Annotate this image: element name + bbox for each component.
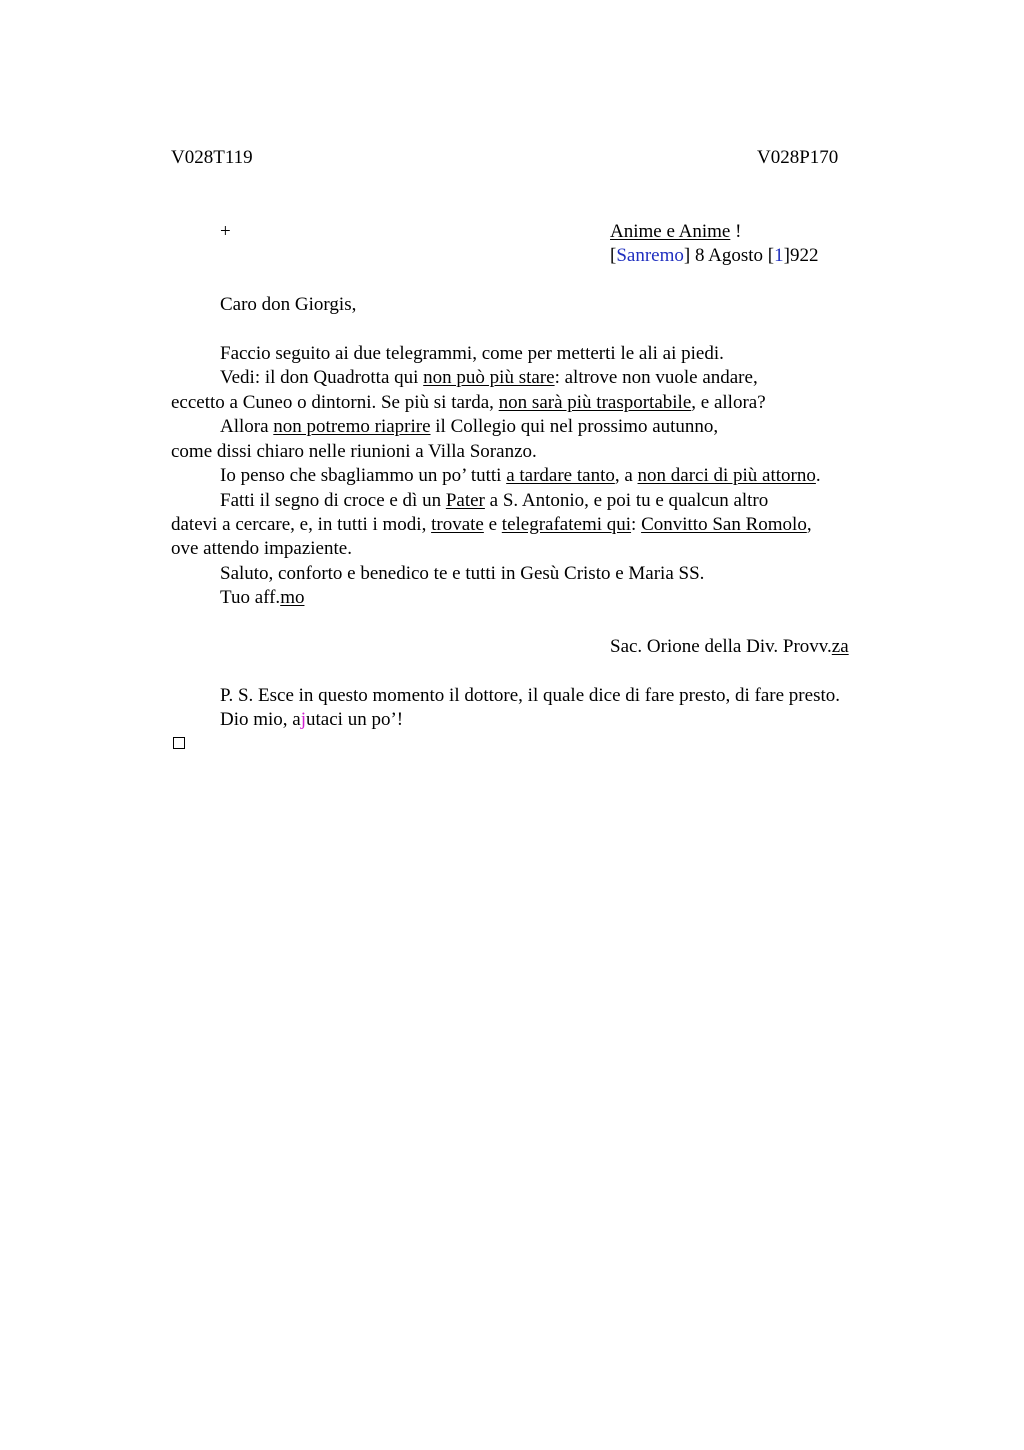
- document-code-left: V028T119: [171, 147, 253, 168]
- underlined-run: non potremo riaprire: [273, 416, 431, 437]
- cross-mark: +: [220, 221, 231, 242]
- text-run: Io penso che sbagliammo un po’ tutti: [220, 465, 507, 486]
- text-run: , e allora?: [691, 392, 766, 413]
- date-place: Sanremo: [616, 245, 684, 266]
- letter-date: [610, 244, 818, 269]
- text-run: Tuo aff.: [220, 587, 281, 608]
- body-line-3: [171, 391, 766, 416]
- underlined-run: Pater: [445, 490, 485, 511]
- letter-title-text: Anime e Anime: [610, 221, 731, 242]
- body-line-6: [220, 464, 821, 489]
- text-run: utaci un po’!: [306, 709, 404, 730]
- text-run: Dio mio, a: [220, 709, 301, 730]
- underlined-run: trovate: [431, 514, 484, 535]
- body-line-8: [171, 513, 812, 538]
- body-line-10: Saluto, conforto e benedico te e tutti in Gesù Cristo e Maria SS.: [220, 563, 705, 584]
- closing: [220, 586, 304, 611]
- text-run: , a: [614, 465, 638, 486]
- underlined-run: mo: [280, 587, 305, 608]
- salutation: Caro don Giorgis,: [220, 294, 357, 315]
- date-year-digit: 1: [774, 245, 784, 266]
- text-run: Vedi: il don Quadrotta qui: [220, 367, 424, 388]
- underlined-run: Convitto San Romolo: [641, 514, 807, 535]
- underlined-run: non sarà più trasportabile: [498, 392, 692, 413]
- underlined-run: non può più stare: [423, 367, 555, 388]
- text-run: eccetto a Cuneo o dintorni. Se più si tarda,: [171, 392, 499, 413]
- body-line-9: ove attendo impaziente.: [171, 538, 352, 559]
- postscript-line-1: P. S. Esce in questo momento il dottore, il quale dice di fare presto, di fare presto.: [220, 685, 840, 706]
- postscript-line-2: [220, 708, 403, 733]
- date-year-rest: ]922: [783, 245, 819, 266]
- underlined-run: a tardare tanto: [506, 465, 615, 486]
- date-bracket-open: [: [610, 245, 617, 266]
- text-run: a S. Antonio, e poi tu e qualcun altro: [484, 490, 769, 511]
- text-run: Allora: [220, 416, 274, 437]
- signature: [610, 635, 849, 660]
- signature-suffix: za: [831, 636, 849, 657]
- document-code-right: V028P170: [757, 147, 839, 168]
- date-middle: ] 8 Agosto [: [683, 245, 775, 266]
- body-line-7: [220, 489, 768, 514]
- body-line-4: [220, 415, 718, 440]
- body-line-5: come dissi chiaro nelle riunioni a Villa Soranzo.: [171, 441, 537, 462]
- text-run: il Collegio qui nel prossimo autunno,: [430, 416, 719, 437]
- correction-letter: j: [300, 709, 307, 730]
- body-line-1: Faccio seguito ai due telegrammi, come per metterti le ali ai piedi.: [220, 343, 724, 364]
- end-marker-box-icon: [173, 737, 185, 749]
- letter-title-bang: !: [730, 221, 742, 242]
- text-run: e: [483, 514, 502, 535]
- text-run: : altrove non vuole andare,: [554, 367, 758, 388]
- text-run: .: [815, 465, 821, 486]
- text-run: datevi a cercare, e, in tutti i modi,: [171, 514, 432, 535]
- signature-text: Sac. Orione della Div. Provv.: [610, 636, 832, 657]
- text-run: Fatti il segno di croce e dì un: [220, 490, 446, 511]
- underlined-run: non darci di più attorno: [637, 465, 816, 486]
- text-run: ,: [806, 514, 812, 535]
- underlined-run: telegrafatemi qui: [501, 514, 632, 535]
- text-run: :: [631, 514, 642, 535]
- body-line-2: [220, 366, 758, 391]
- letter-title: [610, 220, 741, 245]
